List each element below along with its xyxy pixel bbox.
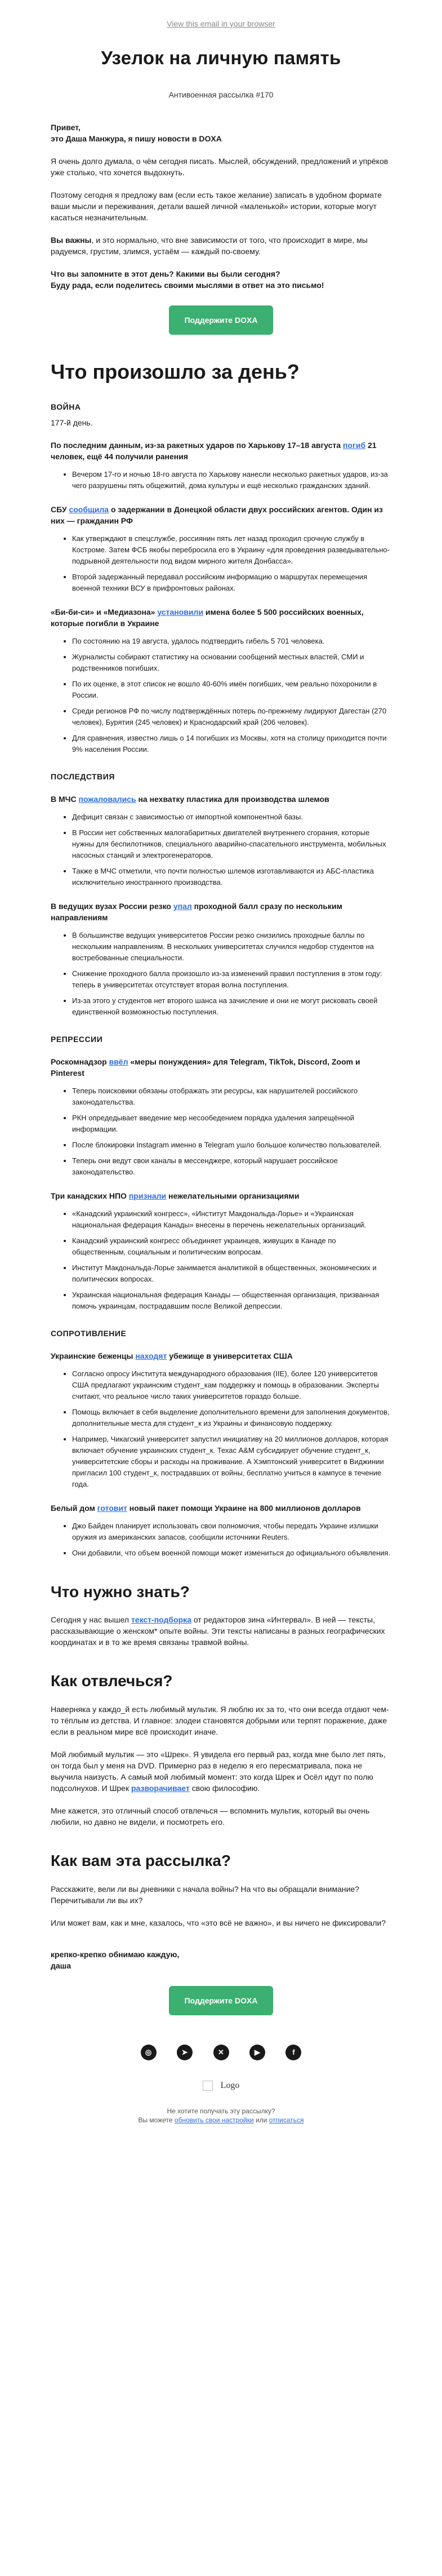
youtube-icon[interactable]: ▶ [249, 2045, 265, 2060]
footer-line-2 [51, 2116, 391, 2125]
news-lead [51, 793, 391, 805]
cta-wrapper [51, 305, 391, 335]
intro-bold-phrase: Вы важны [51, 236, 92, 245]
lead-text: «меры понуждения» для Telegram, TikTok, Discord, Zoom и Pinterest [51, 1057, 360, 1078]
know-paragraph [51, 1614, 391, 1648]
list-item: • Помощь включает в себя выделение дополнительного времени для заполнения документов, дополнительные места для студент_к из Украины и финансовую поддержку. [72, 1407, 391, 1429]
news-link[interactable]: пожаловались [78, 794, 136, 804]
unsubscribe-link[interactable]: отписаться [269, 2116, 304, 2125]
list-item: • По их оценке, в этот список не вошло 40-60% имён погибших, чем реально похоронили в России. [72, 679, 391, 701]
distract-paragraph-2 [51, 1749, 391, 1794]
news-heading: Что произошло за день? [51, 360, 300, 383]
news-link[interactable]: находят [135, 1351, 167, 1360]
news-link[interactable]: погиб [343, 440, 366, 450]
intro-paragraph-3 [51, 234, 391, 257]
news-list [51, 1208, 391, 1312]
greeting-line1: Привет, [51, 123, 81, 132]
list-item: • Украинская национальная федерация Канады — общественная организация, призванная помочь украинцам, пострадавшим после Великой депрессии. [72, 1289, 391, 1312]
lead-text: Роскомнадзор [51, 1057, 109, 1066]
list-item: • Второй задержанный передавал российским информацию о маршрутах перемещения военной техники ВСУ в прифронтовых районах. [72, 571, 391, 594]
list-item: • По состоянию на 19 августа, удалось подтвердить гибель 5 701 человека. [72, 636, 391, 647]
list-item: • РКН опредедывает введение мер несообедением порядка удаления запрещённой информации. [72, 1112, 391, 1135]
signature-line2: даша [51, 1961, 72, 1970]
list-item: • Для сравнения, известно лишь о 14 погибших из Москвы, хотя на столицу приходится почти 9% населения России. [72, 733, 391, 755]
intro-paragraph-2: Поэтому сегодня я предложу вам (если есть такое желание) записать в удобном формате ваши мысли и переживания, детали вашей личной «маленькой» истории, которые могут касаться незначительным. [51, 190, 382, 222]
news-lead [51, 1502, 391, 1514]
footer-line-1: Не хотите получать эту рассылку? [167, 2107, 275, 2116]
lead-text: В ведущих вузах России резко [51, 901, 173, 911]
feedback-paragraph-2: Или может вам, как и мне, казалось, что «это всё не важно», и вы ничего не фиксировали? [51, 1918, 386, 1927]
news-link[interactable]: сообщила [69, 504, 109, 514]
list-item: • В России нет собственных малогабаритных двигателей внутреннего сгорания, которые нужны для беспилотников, специального аварийно-спасательного инструмента, мобильных насосных станций и электрогенераторов. [72, 827, 391, 861]
distract-text: Мой любимый мультик — это «Шрек». Я увидела его первый раз, когда мне было лет пять, он тогда был у меня на DVD. Примерно раз в неделю я его пересматривала, пока не выучила наизусть. А самый мой любимый момент: это когда Шрек и Осёл идут по полю подсолнухов. И Шрек [51, 1750, 386, 1793]
intro-question-1: Что вы запомните в этот день? Какими вы были сегодня? [51, 269, 280, 278]
list-item: • Как утверждают в спецслужбе, россиянин пять лет назад проходил срочную службу в Костроме. Затем ФСБ якобы перебросила его в Украину «для проведения разведывательно-подрывной деятельности под видом мирного жителя Донбасса». [72, 533, 391, 567]
list-item: • Дефицит связан с зависимостью от импортной компонентной базы. [72, 812, 391, 823]
list-item: • Вечером 17-го и ночью 18-го августа по Харькову нанесли несколько ракетных ударов, из-за чего разрушены пять общежитий, дома культуры и ещё несколько гражданских зданий. [72, 469, 391, 491]
news-lead [51, 606, 391, 629]
distract-text: свою философию. [189, 1784, 260, 1793]
distract-paragraph-1: Наверняка у каждо_й есть любимый мультик. Я люблю их за то, что они всегда отдают чем-то тёплым из детства. И главное: злодеи становятся добрыми или терпят поражение, даже если в реальном мире всё происходит иначе. [51, 1705, 389, 1737]
intro-questions [51, 268, 391, 291]
news-block-1 [51, 440, 391, 491]
category-resistance: СОПРОТИВЛЕНИЕ [51, 1328, 127, 1338]
lead-text: на нехватку пластика для производства шлемов [136, 794, 329, 804]
news-link[interactable]: ввёл [109, 1057, 128, 1066]
news-lead [51, 1350, 391, 1362]
news-lead [51, 901, 391, 923]
news-block-9 [51, 1502, 391, 1559]
news-lead [51, 504, 391, 526]
instagram-icon[interactable]: ◎ [141, 2045, 157, 2060]
know-text: Сегодня у нас вышел [51, 1615, 131, 1625]
news-link[interactable]: готовит [97, 1503, 127, 1513]
news-link[interactable]: упал [173, 901, 192, 911]
know-heading: Что нужно знать? [51, 1582, 190, 1600]
feedback-heading: Как вам эта рассылка? [51, 1852, 231, 1870]
news-list [51, 1368, 391, 1490]
telegram-icon[interactable]: ➤ [177, 2045, 193, 2060]
logo-alt: Logo [220, 2080, 240, 2090]
know-text: от редакторов зина «Интервал». В ней — тексты, рассказывающие о женском* опыте войны. Эти тексты написаны в разных географических координатах и в то же время связаны травмой войны. [51, 1615, 385, 1647]
broken-image-icon [203, 2081, 213, 2091]
category-repressions: РЕПРЕССИИ [51, 1034, 103, 1044]
update-preferences-link[interactable]: обновить свои настройки [174, 2116, 254, 2125]
news-block-7 [51, 1190, 391, 1312]
list-item: • Теперь они ведут свои каналы в мессенджере, который нарушает российское законодательство. [72, 1155, 391, 1178]
feedback-paragraph-1: Расскажите, вели ли вы дневники с начала войны? На что вы обращали внимание? Перечитывали ли вы их? [51, 1884, 360, 1905]
news-list [51, 930, 391, 1018]
lead-text: имена более 5 500 российских военных, которые погибли в Украине [51, 607, 364, 628]
news-list [51, 1085, 391, 1178]
support-doxa-button-2[interactable]: Поддержите DOXA [169, 1986, 274, 2015]
list-item: • «Канадский украинский конгресс», «Институт Макдональда-Лорье» и «Украинская национальная федерация Канады» внесены в перечень нежелательных организаций. [72, 1208, 391, 1231]
footer-text: Вы можете [138, 2116, 175, 2125]
greeting [51, 122, 391, 144]
news-list [51, 533, 391, 594]
list-item: • Канадский украинский конгресс объединяет украинцев, живущих в Канаде по общественным, социальным и политическим вопросам. [72, 1235, 391, 1258]
lead-text: Украинские беженцы [51, 1351, 136, 1360]
know-link[interactable]: текст-подборка [131, 1615, 191, 1625]
news-block-4 [51, 793, 391, 888]
twitter-icon[interactable]: ✕ [213, 2045, 229, 2060]
lead-text: Белый дом [51, 1503, 97, 1513]
lead-text: убежище в университетах США [167, 1351, 293, 1360]
social-icons [51, 2045, 391, 2060]
news-lead [51, 440, 391, 462]
footer [51, 2107, 391, 2147]
category-consequences: ПОСЛЕДСТВИЯ [51, 772, 115, 781]
news-block-3 [51, 606, 391, 755]
intro-question-2: Буду рада, если поделитесь своими мыслями в ответ на это письмо! [51, 281, 324, 290]
lead-text: о задержании в Донецкой области двух российских агентов. Один из них — гражданин РФ [51, 504, 383, 525]
news-list [51, 636, 391, 755]
issue-number: Антивоенная рассылка #170 [168, 90, 274, 99]
lead-text: Три канадских НПО [51, 1191, 129, 1200]
list-item: • В большинстве ведущих университетов России резко снизились проходные баллы по нескольким направлениям. В нескольких университетах случился недобор студентов на востребованные специальности. [72, 930, 391, 964]
news-block-2 [51, 504, 391, 594]
signature [51, 1949, 391, 1971]
lead-text: «Би-би-си» и «Медиазона» [51, 607, 158, 617]
logo [51, 2081, 391, 2091]
news-link[interactable]: установили [157, 607, 203, 617]
news-lead [51, 1190, 391, 1201]
list-item: • После блокировки Instagram именно в Telegram ушло большое количество пользователей. [72, 1140, 391, 1151]
signature-line1: крепко-крепко обнимаю каждую, [51, 1949, 180, 1959]
news-block-5 [51, 901, 391, 1018]
distract-link[interactable]: разворачивает [131, 1784, 190, 1793]
footer-text: или [253, 2116, 269, 2125]
list-item: • Джо Байден планирует использовать свои полномочия, чтобы передать Украине излишки оружия из американских запасов, сообщили источники Reuters. [72, 1520, 391, 1543]
cta-wrapper-2 [51, 1986, 391, 2015]
news-block-6 [51, 1056, 391, 1178]
intro-paragraph-1: Я очень долго думала, о чём сегодня писать. Мыслей, обсуждений, предложений и упрёков уже столько, что хочется выдохнуть. [51, 157, 389, 177]
support-doxa-button[interactable]: Поддержите DOXA [169, 305, 274, 335]
lead-text: В МЧС [51, 794, 79, 804]
news-list [51, 1520, 391, 1559]
newsletter-title: Узелок на личную память [101, 47, 341, 68]
list-item: • Теперь поисковики обязаны отображать эти ресурсы, как нарушителей российского законодательства. [72, 1085, 391, 1108]
list-item: • Согласно опросу Института международного образования (IIE), более 120 университетов США предлагают украинским студент_кам поддержку и помощь в образовании. Эксперты считают, что реальное число таких университетов гораздо больше. [72, 1368, 391, 1402]
list-item: • Также в МЧС отметили, что почти полностью шлемов изготавливаются из АБС-пластика исключительно иностранного производства. [72, 866, 391, 888]
list-item: • Институт Макдональда-Лорье занимается аналитикой в общественных, экономических и политических вопросах. [72, 1262, 391, 1285]
category-war: ВОЙНА [51, 402, 81, 411]
distract-paragraph-3: Мне кажется, это отличный способ отвлечься — вспомнить мультик, который вы очень любили, но давно не видели, и посмотреть его. [51, 1806, 370, 1827]
news-lead [51, 1056, 391, 1079]
list-item: • Снижение проходного балла произошло из-за изменений правил поступления в этом году: теперь в университетах отсутствует вторая волна поступления. [72, 968, 391, 991]
list-item: • Среди регионов РФ по числу подтверждённых потерь по-прежнему лидируют Дагестан (270 человек), Бурятия (245 человек) и Краснодарский край (206 человек). [72, 706, 391, 728]
lead-text: новый пакет помощи Украине на 800 миллионов долларов [127, 1503, 361, 1513]
email-body [51, 47, 391, 2147]
intro-rest: , и это нормально, что вне зависимости от того, что происходит в мире, мы радуемся, грустим, злимся, устаём — каждый по-своему. [51, 236, 368, 256]
lead-text: СБУ [51, 504, 69, 514]
facebook-icon[interactable]: f [285, 2045, 301, 2060]
news-list [51, 469, 391, 491]
war-day: 177-й день. [51, 418, 93, 427]
distract-heading: Как отвлечься? [51, 1672, 173, 1690]
news-list [51, 812, 391, 888]
list-item: • Например, Чикагский университет запустил инициативу на 20 миллионов долларов, которая включает обучение украинских студент_к. Техас A&M субсидирует обучение студент_к, университетские сборы и расходы на проживание. А Хэмптонский университет в Виджинии пригласил 100 студент_к, пострадавших от войны, бесплатно учиться в кампусе в течение года. [72, 1434, 391, 1490]
list-item: • Из-за этого у студентов нет второго шанса на зачисление и они не могут рисковать своей единственной возможностью поступления. [72, 995, 391, 1018]
list-item: • Журналисты собирают статистику на основании сообщений местных властей, СМИ и родственников погибших. [72, 651, 391, 674]
view-in-browser-link[interactable]: View this email in your browser [167, 19, 275, 28]
lead-text: нежелательными организациями [166, 1191, 300, 1200]
greeting-line2: это Даша Манжура, я пишу новости в DOXA [51, 134, 222, 143]
news-block-8 [51, 1350, 391, 1490]
list-item: • Они добавили, что объем военной помощи может измениться до официального объявления. [72, 1548, 391, 1559]
news-link[interactable]: признали [128, 1191, 167, 1200]
topbar [0, 0, 442, 39]
lead-text: По последним данным, из-за ракетных ударов по Харькову 17–18 августа [51, 440, 343, 450]
lead-text: 21 человек, ещё 44 получили ранения [51, 440, 377, 461]
lead-text: проходной балл сразу по нескольким направлениям [51, 901, 342, 922]
